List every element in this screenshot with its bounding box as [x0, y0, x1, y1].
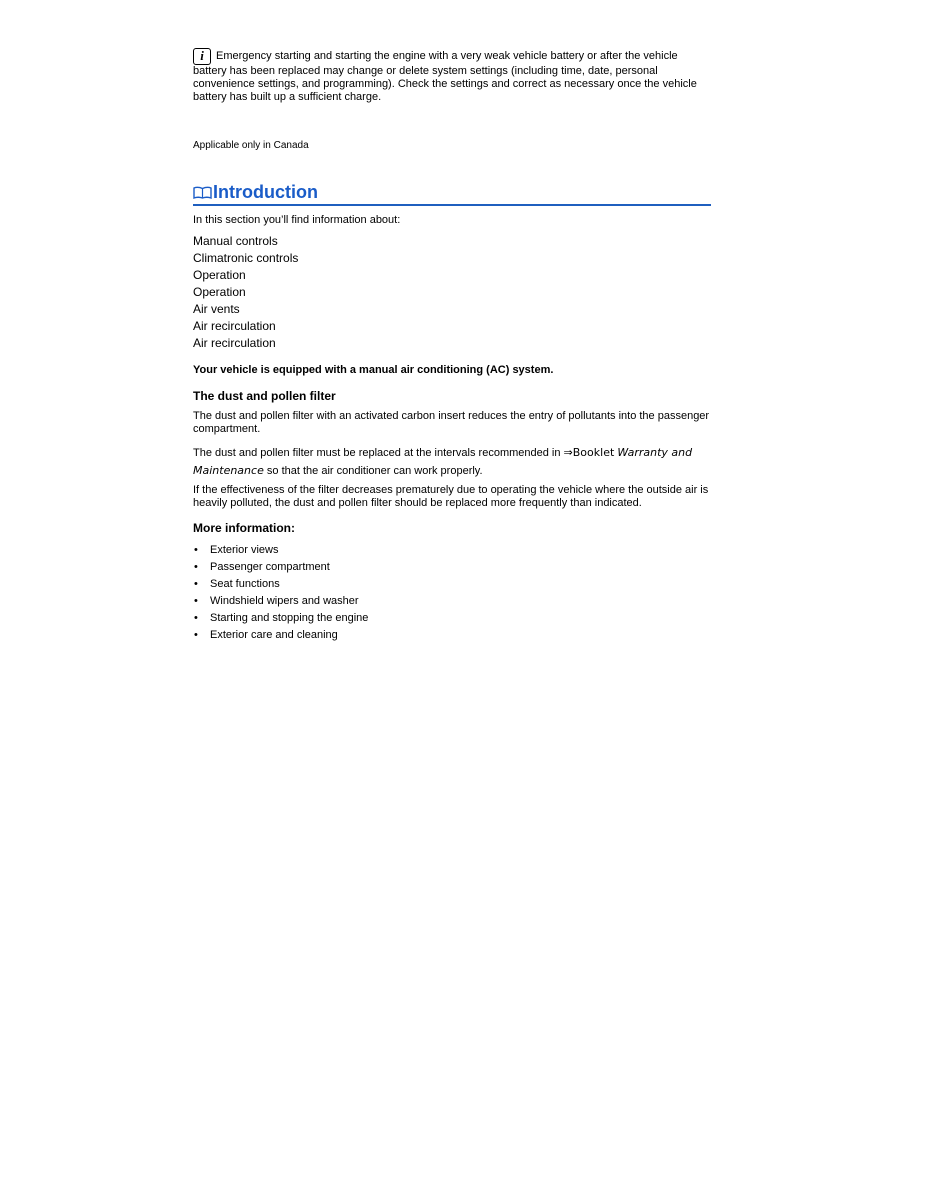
manual-page	[193, 48, 711, 644]
filter-paragraph-2-tail: so that the air conditioner can work properly.	[266, 465, 483, 477]
more-info-label: Windshield wipers and washer	[210, 595, 359, 607]
section-header	[193, 181, 711, 206]
topic-link[interactable]: Climatronic controls	[193, 251, 299, 265]
topic-link[interactable]: Air recirculation	[193, 319, 276, 333]
bullet: •	[194, 578, 198, 590]
intro-lead: In this section you’ll find information about:	[193, 214, 401, 226]
topic-link[interactable]: Operation	[193, 268, 246, 282]
topic-link[interactable]: Operation	[193, 285, 246, 299]
applicable-region: Applicable only in Canada	[193, 140, 309, 151]
more-info-label: Passenger compartment	[210, 561, 330, 573]
topic-list	[193, 233, 711, 352]
reference-link-warranty[interactable]: Warranty and Maintenance	[193, 446, 693, 477]
more-info-item[interactable]	[193, 542, 711, 559]
more-information-list	[193, 542, 711, 644]
more-info-item[interactable]	[193, 627, 711, 644]
more-information-heading: More information:	[193, 521, 295, 535]
bullet: •	[194, 595, 198, 607]
more-info-label: Exterior views	[210, 544, 279, 556]
more-info-item[interactable]	[193, 593, 711, 610]
more-info-label: Seat functions	[210, 578, 280, 590]
reference-booklet: Booklet	[572, 446, 615, 459]
filter-heading: The dust and pollen filter	[193, 389, 336, 403]
filter-paragraph-3: If the effectiveness of the filter decreases prematurely due to operating the vehicle where the outside air is heavily polluted, the dust and pollen filter should be replaced more frequently than indicated.	[193, 484, 709, 509]
topic-link[interactable]: Manual controls	[193, 234, 278, 248]
filter-paragraph-2	[193, 444, 711, 480]
battery-note-text: Emergency starting and starting the engine with a very weak vehicle battery or after the vehicle battery has been replaced may change or delete system settings (including time, date, personal convenience settings, and programming). Check the settings and correct as necessary once the vehicle battery has built up a sufficient charge.	[193, 50, 697, 103]
topic-link[interactable]: Air recirculation	[193, 336, 276, 350]
section-title: Introduction	[213, 182, 318, 202]
topic-link[interactable]: Air vents	[193, 302, 240, 316]
book-icon	[193, 186, 212, 199]
bullet: •	[194, 612, 198, 624]
more-info-item[interactable]	[193, 610, 711, 627]
more-info-item[interactable]	[193, 559, 711, 576]
filter-paragraph-2-text: The dust and pollen filter must be replaced at the intervals recommended in	[193, 447, 561, 459]
battery-note	[193, 48, 711, 104]
bullet: •	[194, 561, 198, 573]
filter-paragraph-1: The dust and pollen filter with an activated carbon insert reduces the entry of pollutants into the passenger compartment.	[193, 410, 710, 435]
bullet: •	[194, 544, 198, 556]
info-icon: i	[193, 48, 211, 65]
more-info-item[interactable]	[193, 576, 711, 593]
more-info-label: Exterior care and cleaning	[210, 629, 338, 641]
more-info-label: Starting and stopping the engine	[210, 612, 369, 624]
bullet: •	[194, 629, 198, 641]
reference-arrow: ⇒	[563, 446, 573, 459]
equipment-note: Your vehicle is equipped with a manual air conditioning (AC) system.	[193, 364, 554, 376]
